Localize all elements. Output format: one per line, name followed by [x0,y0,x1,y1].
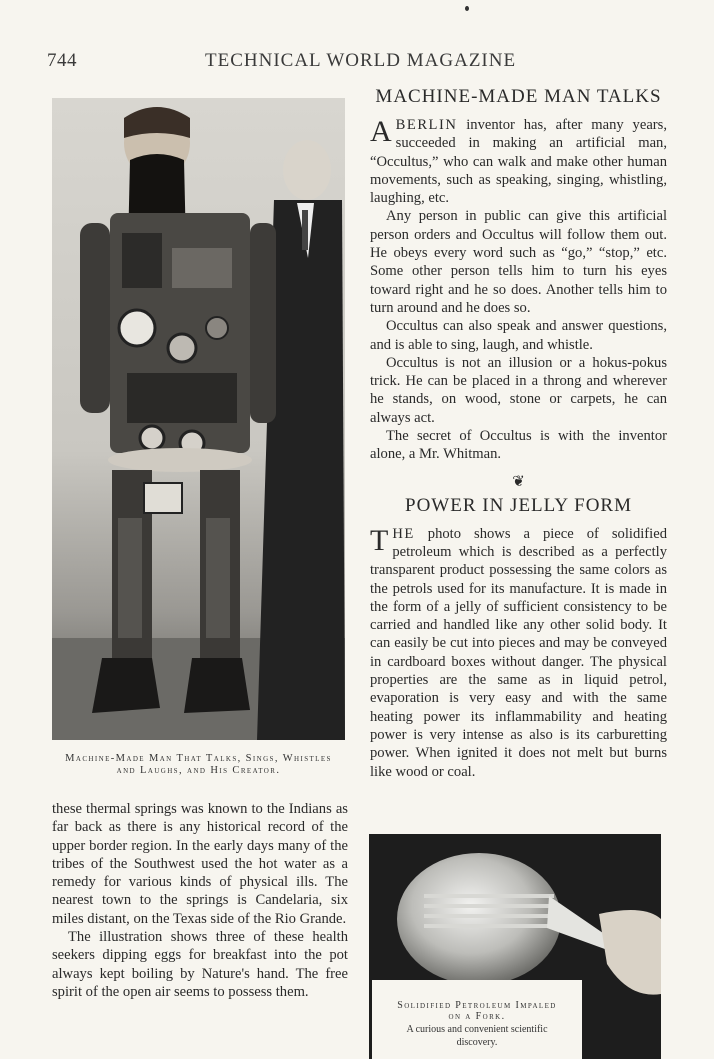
caption-petroleum-line4: discovery. [456,1037,498,1048]
left-paragraph-1: these thermal springs was known to the Indians as far back as there is any historical record of the upper border region. In the early days many of the tribes of the Southwest used the hot water as a remedy for various kinds of physical ills. The nearest town to the springs is Candelaria, six miles distant, on the Texas side of the Rio Grande. [52,801,348,927]
caption-machine-man-line1: Machine-Made Man That Talks, Sings, Whistles [65,753,332,764]
article1-lead-word: BERLIN [395,117,458,133]
drop-cap-a: A [370,115,392,148]
caption-petroleum-fork [372,980,582,1059]
print-speck [465,6,469,11]
photo-machine-man [52,98,345,740]
article1-paragraph-4: Occultus is not an illusion or a hokus-pokus trick. He can be placed in a throng and wherever he stands, on wood, stone or carpets, he can always act. [370,354,667,426]
caption-machine-man-line2: and Laughs, and His Creator. [116,765,281,776]
drop-cap-t: T [370,523,389,557]
article1-paragraph-1-rest: inventor has, after many years, succeeded in making an artificial man, “Occultus,” who can walk and make other human movements, such as speaking, singing, whistling, laughing, etc. [370,117,667,207]
left-column-text [52,800,348,1001]
caption-petroleum-line3: A curious and convenient scientific [406,1024,548,1035]
page-number: 744 [47,50,77,71]
article2-lead-word: HE [392,525,415,542]
caption-petroleum-line1: Solidified Petroleum Impaled [397,1000,557,1011]
left-paragraph-2: The illustration shows three of these health seekers dipping eggs for breakfast into the pot always kept boiling by Nature's hand. The free spirit of the open air seems to possess them. [52,929,348,1000]
article-body-machine-man [370,116,667,464]
article-headline-jelly: POWER IN JELLY FORM [405,494,632,516]
article1-paragraph-5: The secret of Occultus is with the inventor alone, a Mr. Whitman. [370,428,667,463]
article1-paragraph-1 [370,116,667,207]
section-ornament: ❦ [512,473,525,490]
article2-paragraph-1-rest: photo shows a piece of solidified petroleum which is described as a perfectly transparent product possessing the same colors as the petrols used for its manufacture. It is made in the form of a jelly of sufficient consistency to be carried and handled like any other solid body. It can easily be cut into pieces and may be conveyed in cardboard boxes without danger. The physical properties are the same as in liquid petrol, evaporation is very easy and with the same heating power its inflammability and heating power is very intense as also is its carburetting power. When ignited it does not melt but burns like wood or coal. [370,525,667,780]
article-headline-machine-man: MACHINE-MADE MAN TALKS [375,86,662,107]
caption-petroleum-line2: on a Fork. [448,1011,506,1022]
article2-paragraph-1 [370,525,667,781]
running-head: TECHNICAL WORLD MAGAZINE [205,50,517,71]
article1-paragraph-2: Any person in public can give this artificial person orders and Occultus will follow them out. He obeys every word such as “go,” “stop,” etc. Some other person tells him to turn his eyes toward right and he so does. Another tells him to turn around and he does so. [370,208,667,316]
photo-machine-man-illustration [52,98,345,740]
right-column [370,86,667,781]
article-body-jelly [370,525,667,781]
caption-machine-man [52,753,345,777]
article1-paragraph-3: Occultus can also speak and answer questions, and is able to sing, laugh, and whistle. [370,318,667,353]
